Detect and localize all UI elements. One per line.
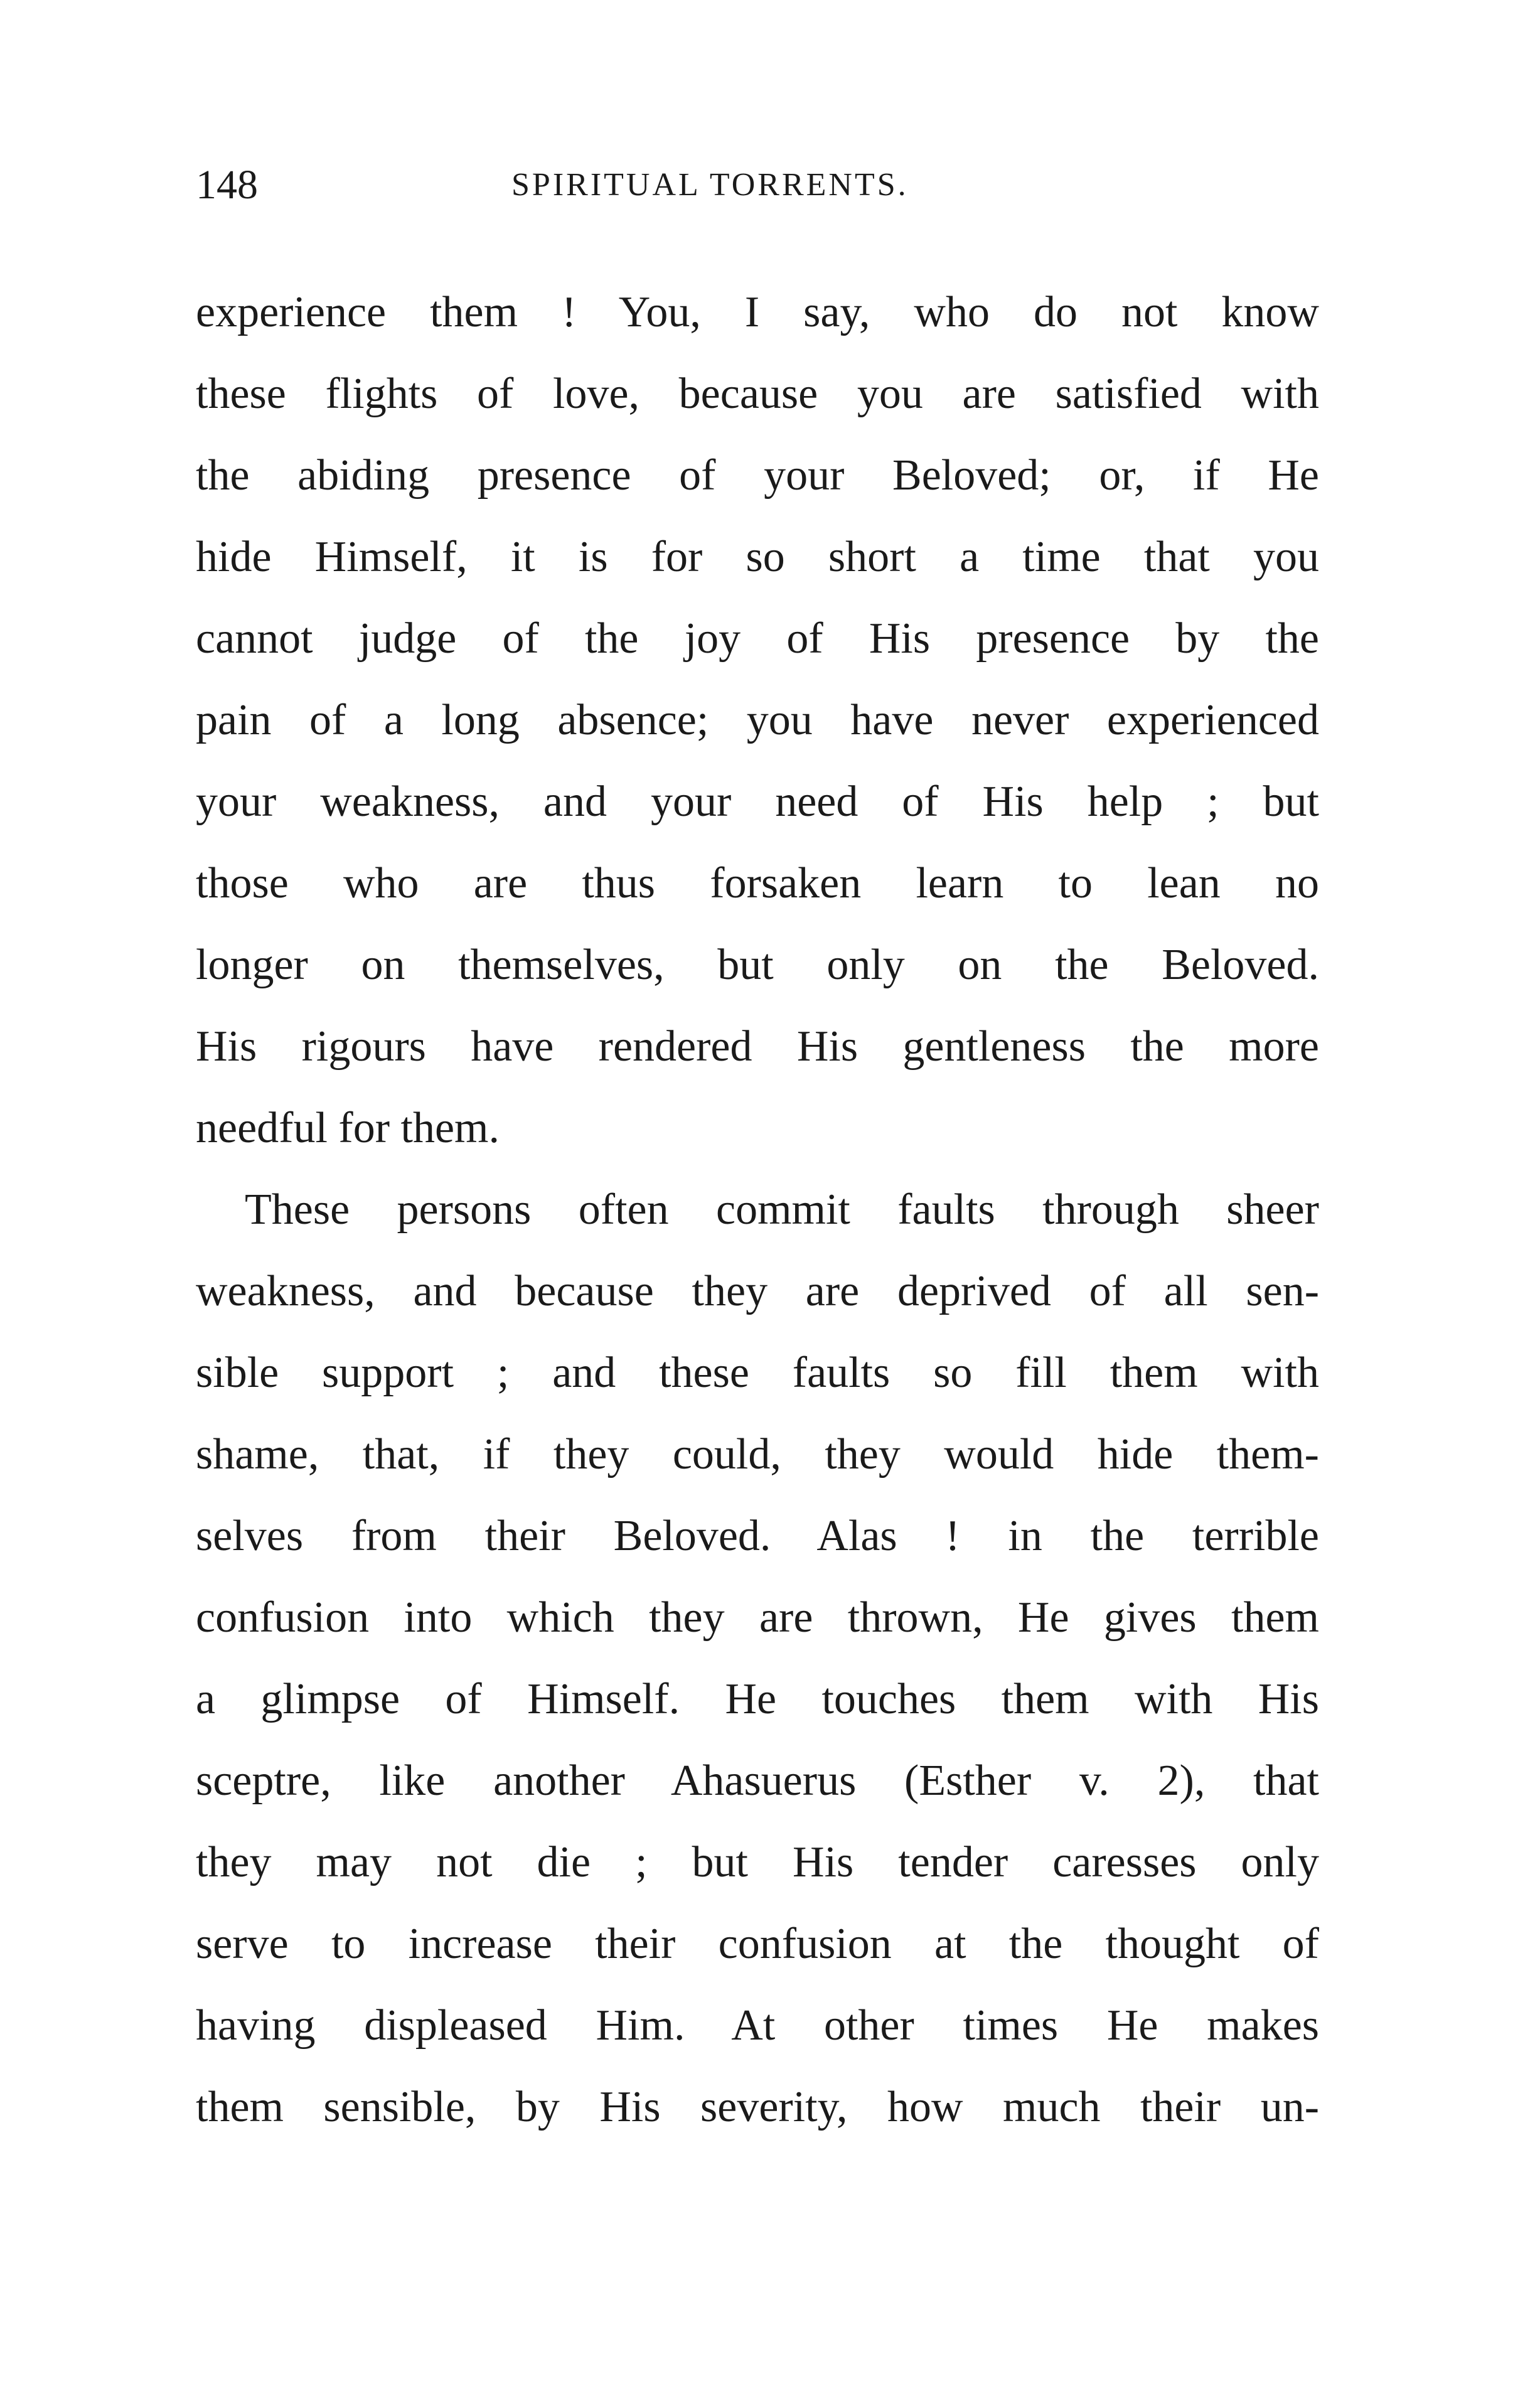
text-line: the abiding presence of your Beloved; or, if He bbox=[196, 451, 1319, 500]
text-line: His rigours have rendered His gentleness the more bbox=[196, 1022, 1319, 1071]
text-line: sceptre, like another Ahasuerus (Esther v. 2), that bbox=[196, 1757, 1319, 1805]
text-line: longer on themselves, but only on the Beloved. bbox=[196, 941, 1319, 989]
text-line: serve to increase their confusion at the thought of bbox=[196, 1920, 1319, 1968]
running-head bbox=[196, 160, 1319, 210]
text-line: having displeased Him. At other times He makes bbox=[196, 2001, 1319, 2050]
text-line: These persons often commit faults through sheer bbox=[245, 1185, 1319, 1234]
text-line: a glimpse of Himself. He touches them with His bbox=[196, 1675, 1319, 1723]
text-line: cannot judge of the joy of His presence by the bbox=[196, 614, 1319, 663]
text-line: these flights of love, because you are satisfied with bbox=[196, 370, 1319, 418]
running-title: SPIRITUAL TORRENTS. bbox=[511, 167, 909, 203]
text-line: pain of a long absence; you have never experienced bbox=[196, 696, 1319, 744]
text-line: those who are thus forsaken learn to lean no bbox=[196, 859, 1319, 907]
text-line: needful for them. bbox=[196, 1104, 500, 1152]
text-line: weakness, and because they are deprived of all sen- bbox=[196, 1267, 1319, 1315]
text-line: them sensible, by His severity, how much their un- bbox=[196, 2083, 1319, 2131]
text-line: your weakness, and your need of His help ; but bbox=[196, 778, 1319, 826]
body-text bbox=[196, 272, 1319, 2148]
text-line: hide Himself, it is for so short a time that you bbox=[196, 533, 1319, 581]
page-number: 148 bbox=[196, 162, 258, 208]
text-line: selves from their Beloved. Alas ! in the terrible bbox=[196, 1512, 1319, 1560]
text-line: sible support ; and these faults so fill them with bbox=[196, 1349, 1319, 1397]
text-line: experience them ! You, I say, who do not know bbox=[196, 288, 1319, 336]
text-line: confusion into which they are thrown, He gives them bbox=[196, 1593, 1319, 1642]
text-line: shame, that, if they could, they would hide them- bbox=[196, 1430, 1319, 1479]
text-line: they may not die ; but His tender caresses only bbox=[196, 1838, 1319, 1886]
